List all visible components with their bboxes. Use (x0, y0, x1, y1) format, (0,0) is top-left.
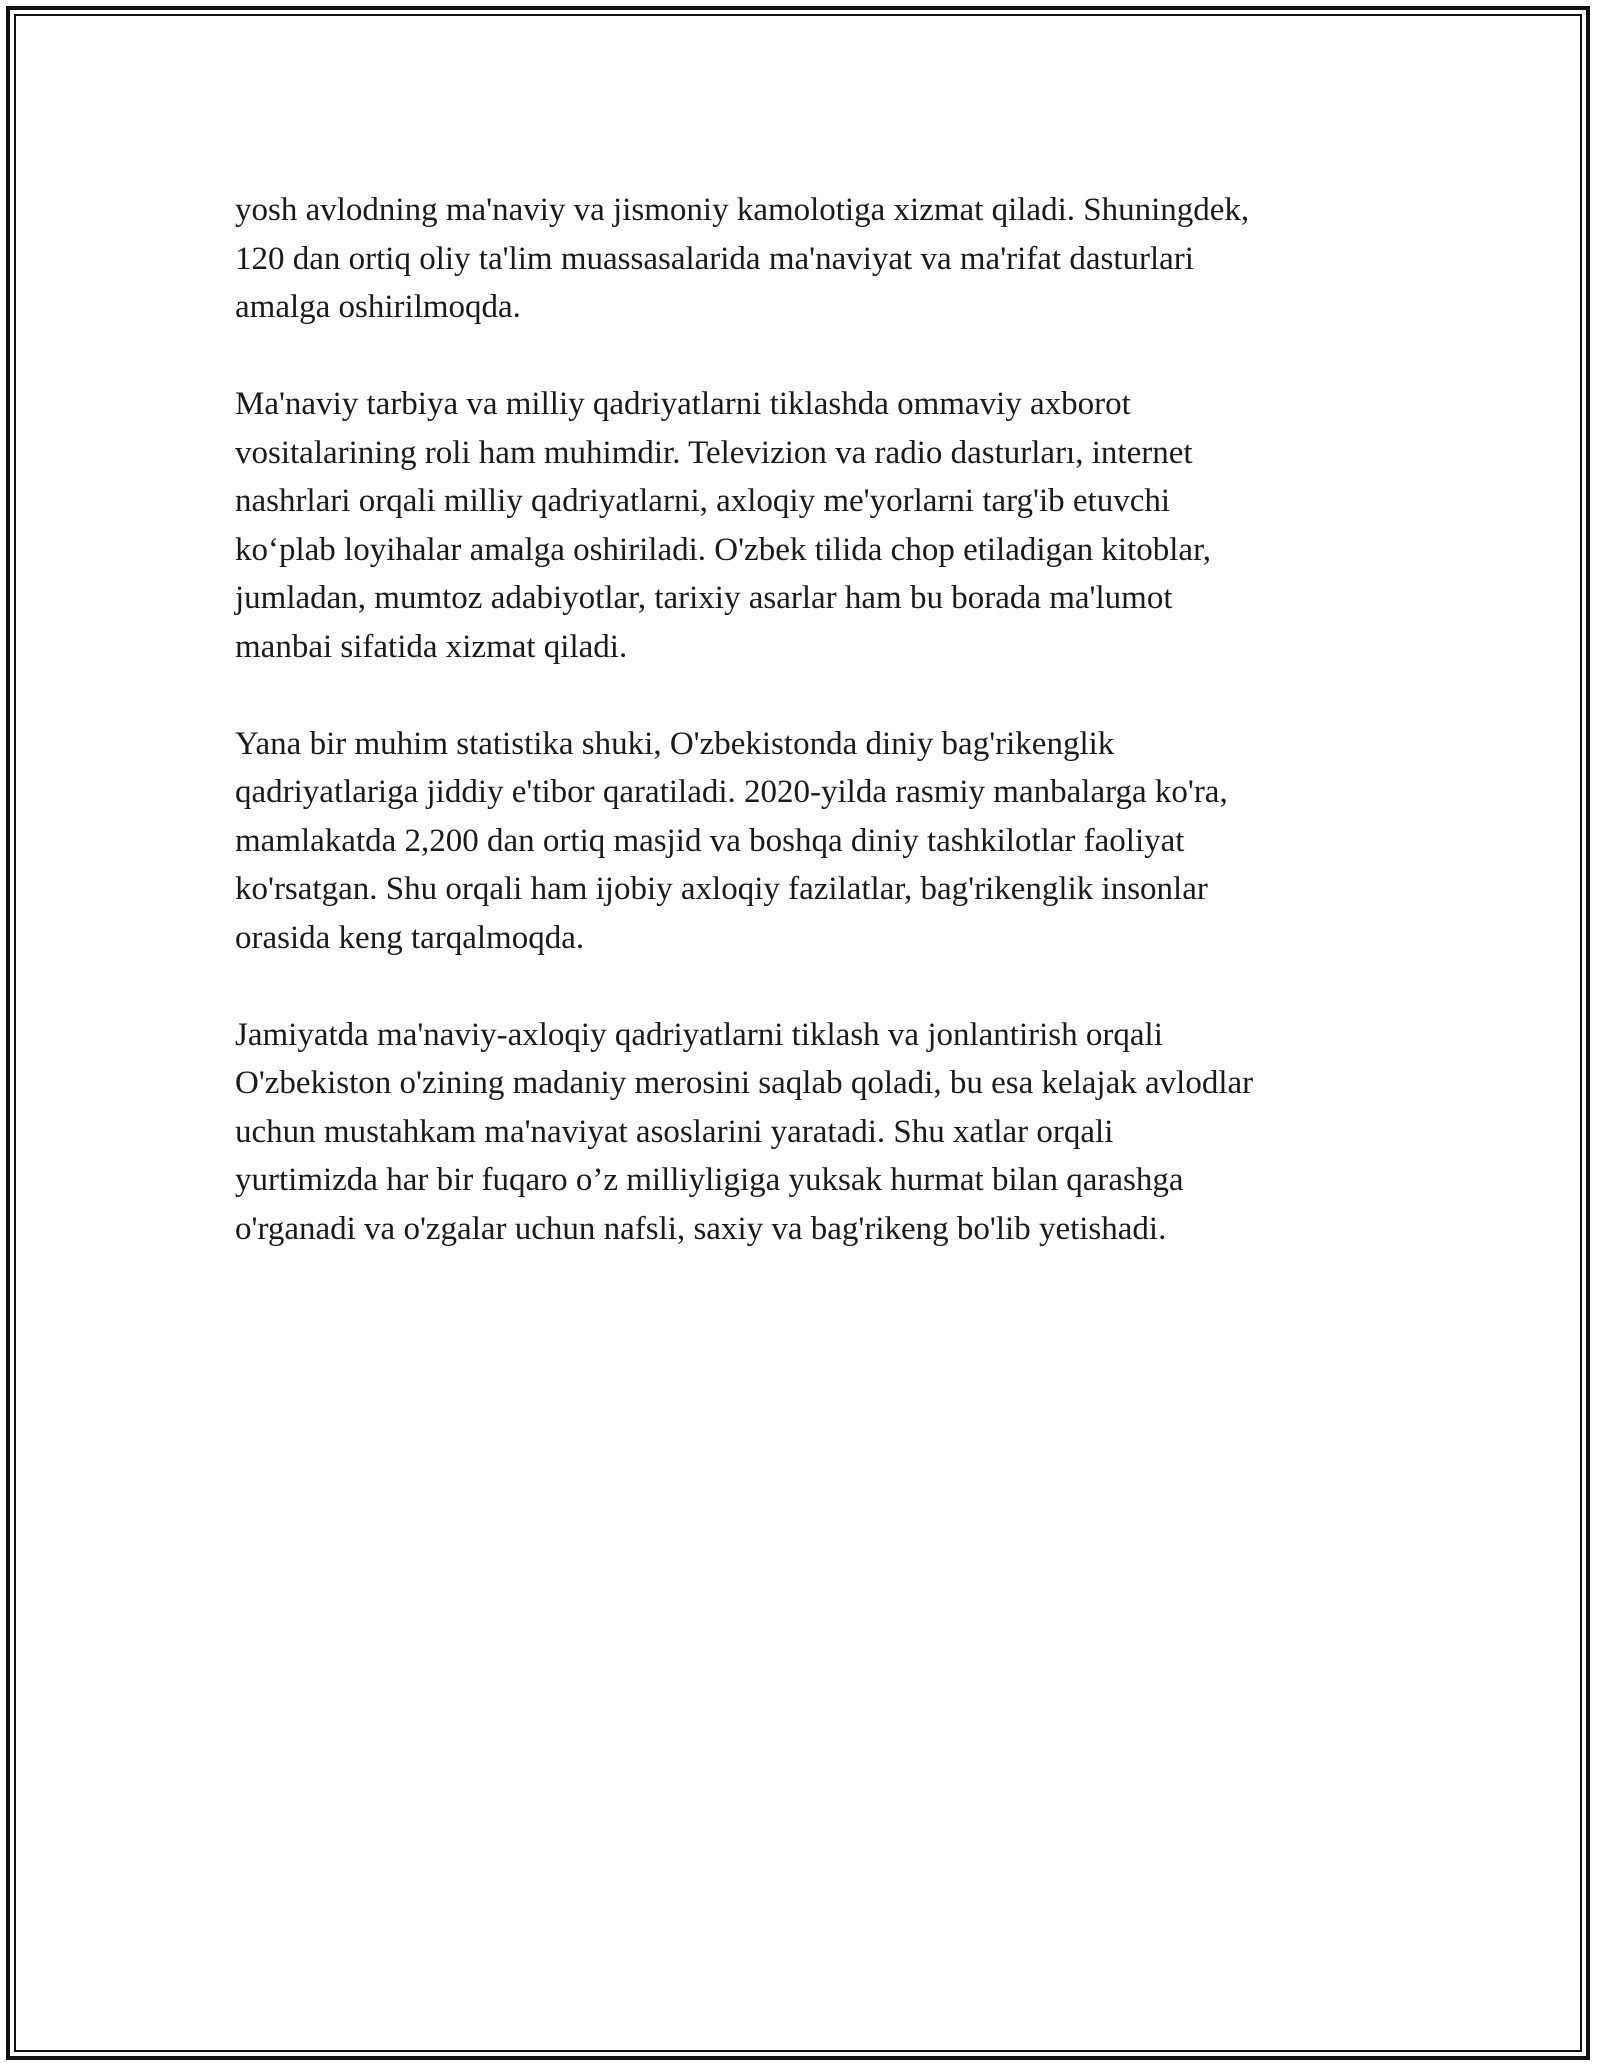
paragraph-2 (235, 380, 1405, 671)
paragraph-3 (235, 720, 1405, 963)
paragraph-1 (235, 186, 1405, 332)
text-line: 120 dan ortiq oliy ta'lim muassasalarida ma'naviyat va ma'rifat dasturlari (235, 240, 1194, 277)
text-line: orasida keng tarqalmoqda. (235, 919, 585, 956)
text-line: Jamiyatda ma'naviy-axloqiy qadriyatlarni tiklash va jonlantirish orqali (235, 1016, 1163, 1053)
text-line: yosh avlodning ma'naviy va jismoniy kamolotiga xizmat qiladi. Shuningdek, (235, 192, 1250, 228)
document-body (235, 186, 1405, 1302)
text-line: jumladan, mumtoz adabiyotlar, tarixiy asarlar ham bu borada ma'lumot (235, 580, 1173, 616)
text-line: qadriyatlariga jiddiy e'tibor qaratiladi. 2020-yilda rasmiy manbalarga ko'ra, (235, 774, 1228, 810)
text-line: manbai sifatida xizmat qiladi. (235, 628, 628, 665)
text-line: amalga oshirilmoqda. (235, 289, 521, 325)
text-line: Ma'naviy tarbiya va milliy qadriyatlarni tiklashda ommaviy axborot (235, 386, 1131, 422)
text-line: O'zbekiston o'zining madaniy merosini saqlab qoladi, bu esa kelajak avlodlar (235, 1065, 1254, 1101)
text-line: Yana bir muhim statistika shuki, O'zbekistonda diniy bag'rikenglik (235, 725, 1115, 762)
text-line: mamlakatda 2,200 dan ortiq masjid va boshqa diniy tashkilotlar faoliyat (235, 822, 1185, 859)
text-line: ko'rsatgan. Shu orqali ham ijobiy axloqiy fazilatlar, bag'rikenglik insonlar (235, 871, 1208, 907)
text-line: o'rganadi va o'zgalar uchun nafsli, saxiy va bag'rikeng bo'lib yetishadi. (235, 1210, 1167, 1247)
paragraph-4 (235, 1011, 1405, 1254)
text-line: uchun mustahkam ma'naviyat asoslarini yaratadi. Shu xatlar orqali (235, 1113, 1114, 1150)
text-line: ko‘plab loyihalar amalga oshiriladi. O'zbek tilida chop etiladigan kitoblar, (235, 531, 1211, 568)
text-line: yurtimizda har bir fuqaro o’z milliyligiga yuksak hurmat bilan qarashga (235, 1162, 1184, 1198)
text-line: nashrlari orqali milliy qadriyatlarni, axloqiy me'yorlarni targ'ib etuvchi (235, 483, 1171, 519)
text-line: vositalarining roli ham muhimdir. Televizion va radio dasturları, internet (235, 434, 1193, 471)
